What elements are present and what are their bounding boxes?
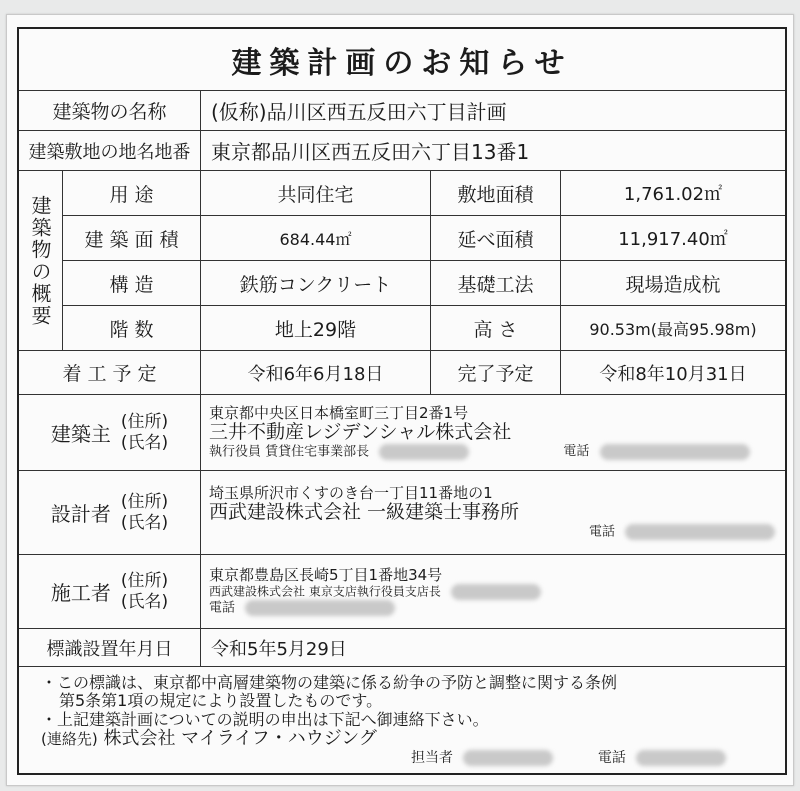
builder-sub-labels: (住所) (氏名): [120, 571, 169, 612]
contact-line: [41, 729, 377, 750]
overview-label-b-3: 基礎工法: [431, 261, 561, 306]
overview-value-b-1: 1,761.02㎡: [561, 171, 785, 216]
owner-address: 東京都中央区日本橋室町三丁目2番1号: [209, 403, 469, 422]
owner-company: 三井不動産レジデンシャル株式会社: [209, 420, 512, 443]
start-value: 令和6年6月18日: [247, 363, 384, 385]
overview-label-cell: [19, 171, 63, 351]
builder-phone-line: [209, 600, 395, 616]
end-value-cell: [561, 351, 785, 395]
contact-company: 株式会社 マイライフ・ハウジング: [103, 728, 377, 750]
overview-label-b-1: 敷地面積: [431, 171, 561, 216]
end-label: 完了予定: [457, 363, 534, 385]
builder-label: 施工者: [50, 581, 111, 605]
designer-value-cell: [201, 471, 785, 555]
note-line-1: ・この標識は、東京都中高層建築物の建築に係る紛争の予防と調整に関する条例: [41, 673, 618, 693]
owner-person: 執行役員 賃貸住宅事業部長: [209, 444, 370, 460]
overview-label: 建築物の概要: [28, 194, 52, 327]
owner-sub-labels: (住所) (氏名): [120, 412, 169, 453]
building-name-label: 建築物の名称: [52, 101, 167, 123]
redaction: [245, 600, 395, 616]
note-line-2: 第5条第1項の規定により設置したものです。: [59, 691, 383, 711]
builder-phone-label: 電話: [209, 600, 236, 616]
start-value-cell: [201, 351, 431, 395]
site-label-cell: [19, 131, 201, 171]
contact-phone-label: 電話: [597, 749, 626, 766]
overview-value-a-4: 地上29階: [201, 306, 431, 351]
sign-date-label-cell: [19, 629, 201, 667]
start-label: 着 工 予 定: [62, 363, 157, 385]
page-title: 建築計画のお知らせ: [231, 45, 573, 81]
designer-label: 設計者: [50, 502, 111, 526]
redaction: [625, 524, 775, 540]
overview-label-a-1: 用 途: [63, 171, 201, 216]
contact-label: (連絡先): [41, 730, 98, 749]
building-name-label-cell: [19, 91, 201, 131]
notice-table: [17, 27, 787, 775]
start-label-cell: [19, 351, 201, 395]
owner-person-line: [209, 444, 750, 460]
sign-date-value-cell: [201, 629, 785, 667]
owner-label-cell: [19, 395, 201, 471]
site-label: 建築敷地の地名地番: [28, 141, 191, 163]
note-line-3: ・上記建築計画についての説明の申出は下記へ御連絡下さい。: [41, 709, 489, 729]
builder-company-line: [209, 584, 541, 600]
redaction: [379, 444, 469, 460]
overview-label-b-2: 延べ面積: [431, 216, 561, 261]
overview-label-a-2: 建 築 面 積: [63, 216, 201, 261]
designer-company: 西武建設株式会社 一級建築士事務所: [209, 500, 520, 523]
builder-label-cell: [19, 555, 201, 629]
redaction: [600, 444, 750, 460]
overview-label-b-4: 高 さ: [431, 306, 561, 351]
sign-date-value: 令和5年5月29日: [211, 638, 347, 660]
overview-label-a-4: 階 数: [63, 306, 201, 351]
end-value: 令和8年10月31日: [599, 363, 747, 385]
notes-cell: [19, 667, 785, 773]
overview-value-a-3: 鉄筋コンクリート: [201, 261, 431, 306]
overview-value-a-2: 684.44㎡: [201, 216, 431, 261]
owner-label: 建築主: [50, 422, 111, 446]
overview-value-b-4: 90.53m(最高95.98m): [561, 306, 785, 351]
overview-value-a-1: 共同住宅: [201, 171, 431, 216]
owner-phone-label: 電話: [563, 444, 590, 460]
owner-value-cell: [201, 395, 785, 471]
redaction: [463, 750, 553, 766]
contact-person-line: [411, 750, 726, 766]
redaction: [451, 584, 541, 600]
designer-sub-labels: (住所) (氏名): [120, 492, 169, 533]
building-name-value-cell: [201, 91, 785, 131]
overview-label-a-3: 構 造: [63, 261, 201, 306]
designer-address: 埼玉県所沢市くすのき台一丁目11番地の1: [209, 483, 493, 502]
title-cell: [19, 29, 785, 91]
site-value-cell: [201, 131, 785, 171]
sign-board: [6, 14, 794, 786]
builder-value-cell: [201, 555, 785, 629]
designer-label-cell: [19, 471, 201, 555]
redaction: [636, 750, 726, 766]
contact-person-label: 担当者: [411, 749, 453, 766]
overview-value-b-3: 現場造成杭: [561, 261, 785, 306]
site-value: 東京都品川区西五反田六丁目13番1: [211, 140, 530, 164]
overview-value-b-2: 11,917.40㎡: [561, 216, 785, 261]
end-label-cell: [431, 351, 561, 395]
designer-phone-line: [589, 524, 775, 540]
sign-date-label: 標識設置年月日: [46, 638, 173, 660]
builder-company: 西武建設株式会社 東京支店執行役員支店長: [209, 584, 441, 599]
building-name-value: (仮称)品川区西五反田六丁目計画: [211, 100, 507, 124]
designer-phone-label: 電話: [589, 524, 616, 540]
builder-address: 東京都豊島区長崎5丁目1番地34号: [209, 565, 443, 584]
